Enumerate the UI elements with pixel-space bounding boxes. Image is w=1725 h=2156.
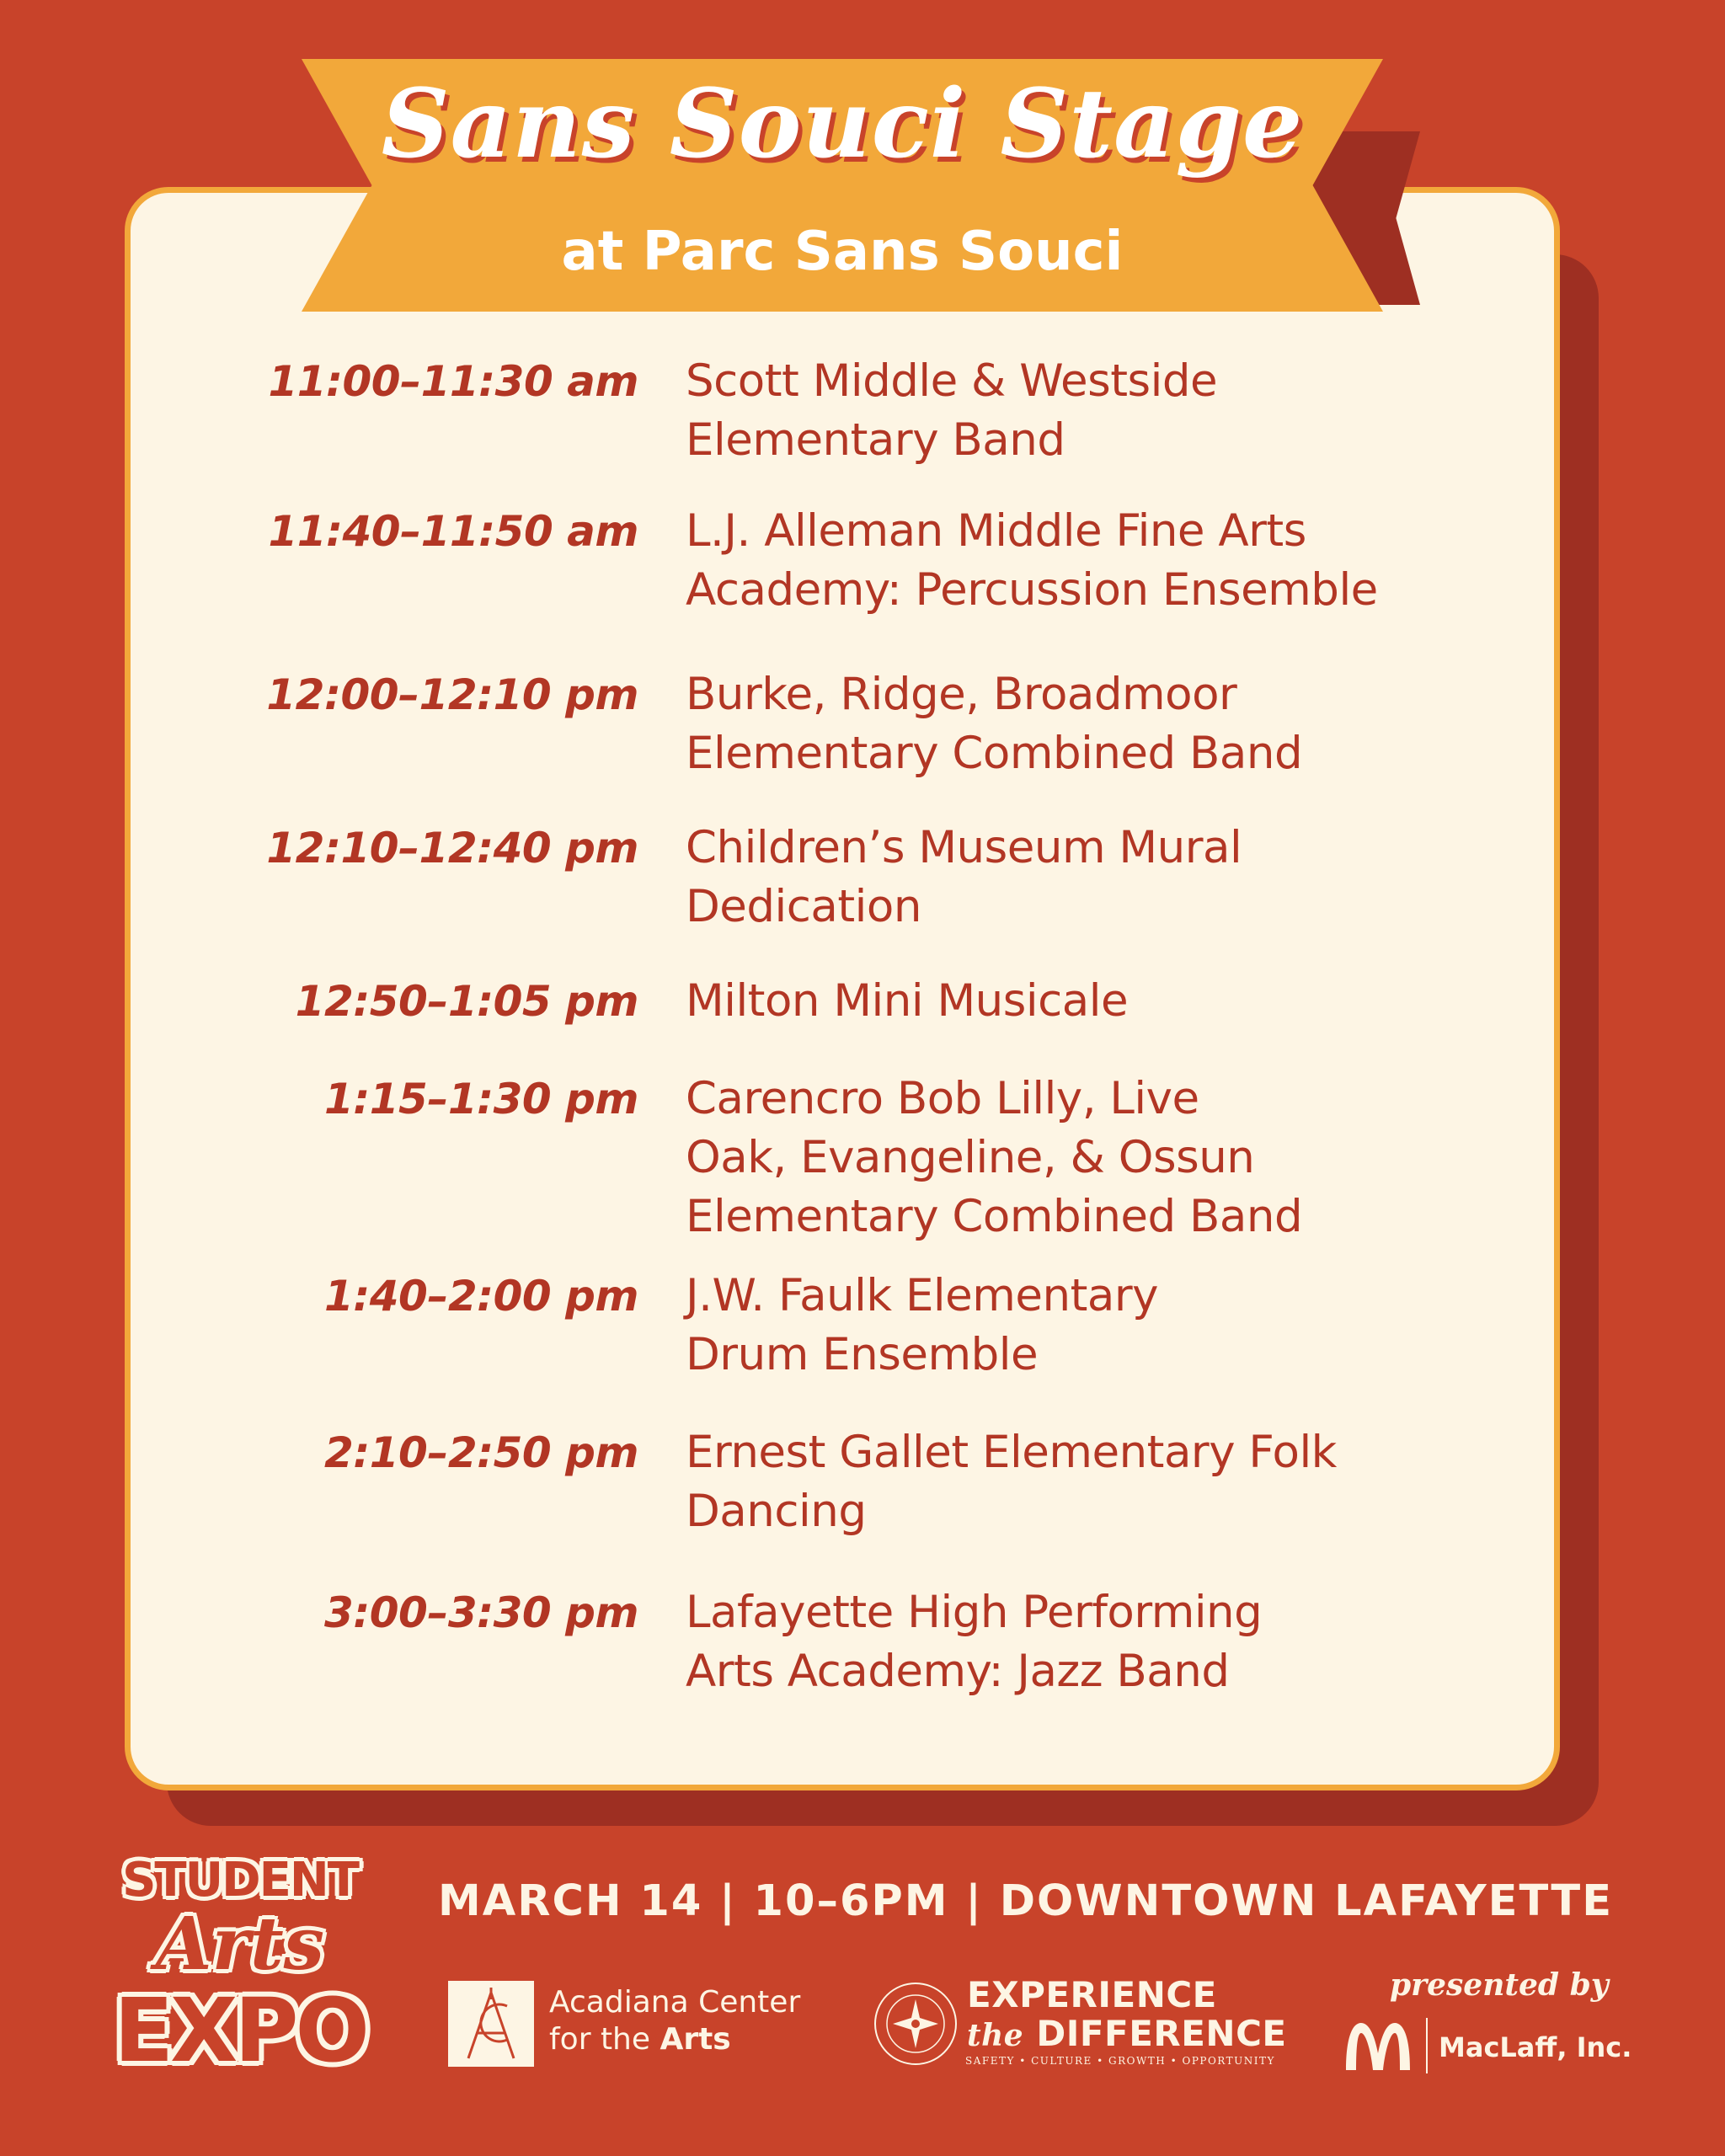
lpss-line1: EXPERIENCE [967, 1974, 1217, 2015]
lpss-the: the [967, 2018, 1024, 2053]
schedule-card [125, 187, 1560, 1790]
expo-logo-student: STUDENT [122, 1853, 358, 1908]
time-slot: 2:10–2:50 pm [323, 1428, 638, 1477]
stage-subtitle: at Parc Sans Souci [561, 221, 1124, 283]
time-slot: 11:40–11:50 am [268, 507, 638, 556]
event-details: MARCH 14 | 10–6PM | DOWNTOWN LAFAYETTE [438, 1876, 1614, 1926]
acadiana-line2 [549, 2021, 836, 2058]
performer-line: Elementary Band [686, 414, 1065, 466]
time-slot: 12:00–12:10 pm [266, 670, 638, 719]
time-slot: 1:15–1:30 pm [323, 1075, 638, 1123]
acadiana-line2-bold: Arts [660, 2022, 731, 2057]
lpss-tagline: SAFETY • CULTURE • GROWTH • OPPORTUNITY [965, 2055, 1275, 2067]
performer-line: Arts Academy: Jazz Band [686, 1646, 1230, 1697]
lpss-line2 [967, 2013, 1287, 2055]
time-slot: 12:10–12:40 pm [266, 824, 638, 873]
performer-line: Dedication [686, 881, 921, 932]
school-system-seal-icon [873, 1981, 959, 2067]
performer-line: Drum Ensemble [686, 1329, 1039, 1380]
time-slot: 12:50–1:05 pm [295, 977, 638, 1026]
performer-line: Elementary Combined Band [686, 1191, 1303, 1242]
sponsor-name: MacLaff, Inc. [1439, 2031, 1632, 2063]
acadiana-logo-icon [448, 1981, 534, 2067]
student-arts-expo-logo [101, 1853, 379, 2080]
performer-line: Dancing [686, 1486, 867, 1537]
expo-logo-expo: EXPO [114, 1979, 366, 2082]
performer-line: Scott Middle & Westside [686, 355, 1218, 407]
performer-line: Children’s Museum Mural [686, 822, 1242, 873]
acadiana-center-name [549, 1984, 836, 2058]
performer-line: Burke, Ridge, Broadmoor [686, 669, 1237, 720]
sponsor-divider [1426, 2018, 1428, 2073]
stage-title: Sans Souci Stage [381, 69, 1304, 179]
performer-line: Elementary Combined Band [686, 728, 1303, 779]
performer-line: Carencro Bob Lilly, Live [686, 1073, 1199, 1124]
performer-line: L.J. Alleman Middle Fine Arts [686, 505, 1306, 557]
performer-line: Milton Mini Musicale [686, 975, 1129, 1027]
performer-line: Lafayette High Performing [686, 1587, 1263, 1638]
acadiana-line2-prefix: for the [549, 2022, 660, 2057]
acadiana-line1: Acadiana Center [549, 1985, 801, 2020]
lpss-difference: DIFFERENCE [1036, 2013, 1287, 2054]
time-slot: 3:00–3:30 pm [323, 1588, 638, 1637]
performer-line: Oak, Evangeline, & Ossun [686, 1132, 1255, 1183]
time-slot: 1:40–2:00 pm [323, 1272, 638, 1321]
performer-line: Academy: Percussion Ensemble [686, 564, 1378, 616]
time-slot: 11:00–11:30 am [268, 357, 638, 406]
performer-line: J.W. Faulk Elementary [686, 1270, 1159, 1321]
mcdonalds-logo-icon [1343, 2020, 1413, 2072]
performer-line: Ernest Gallet Elementary Folk [686, 1427, 1337, 1478]
expo-logo-arts: Arts [155, 1902, 325, 1987]
presented-by-label: presented by [1390, 1967, 1609, 2003]
experience-the-difference [967, 1974, 1287, 2055]
